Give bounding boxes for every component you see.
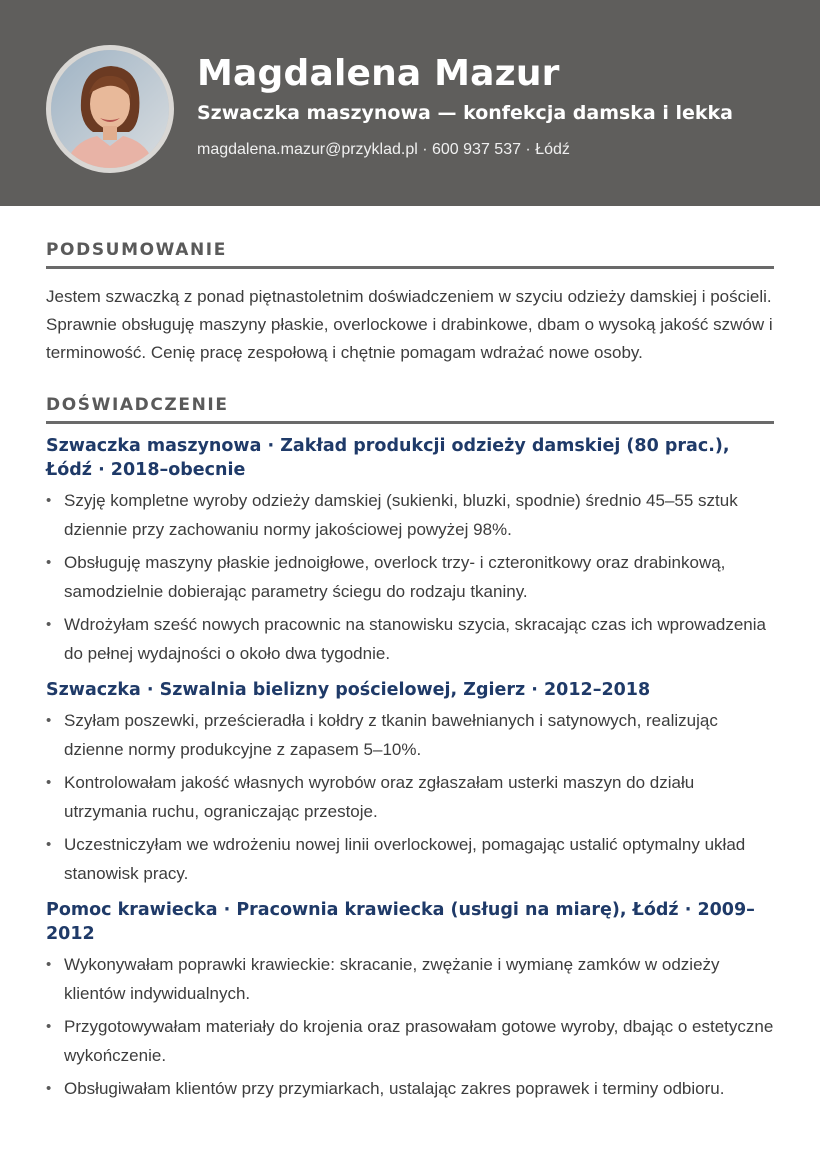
bullet-item: • Uczestniczyłam we wdrożeniu nowej linii overlockowej, pomagając ustalić optymalny układ stanowisk pracy. — [46, 830, 774, 888]
summary-title: PODSUMOWANIE — [46, 240, 774, 269]
job-entry — [46, 678, 774, 888]
job-entry — [46, 898, 774, 1103]
experience-title: DOŚWIADCZENIE — [46, 395, 774, 424]
resume-content — [46, 240, 774, 1107]
bullet-item: • Obsługiwałam klientów przy przymiarkach, ustalając zakres poprawek i terminy odbioru. — [46, 1074, 774, 1103]
job-entry — [46, 434, 774, 668]
profile-photo — [46, 45, 174, 173]
resume-header — [0, 0, 820, 206]
job-title: Szwaczka · Szwalnia bielizny pościelowej, Zgierz · 2012–2018 — [46, 680, 651, 700]
bullet-item: • Obsługuję maszyny płaskie jednoigłowe, overlock trzy- i czteronitkowy oraz drabinkową, samodzielnie dobierając parametry ściegu do rodzaju tkaniny. — [46, 548, 774, 606]
bullet-item: • Wykonywałam poprawki krawieckie: skracanie, zwężanie i wymianę zamków w odzieży klientów indywidualnych. — [46, 950, 774, 1008]
job-bullets — [46, 486, 774, 668]
bullet-item: • Przygotowywałam materiały do krojenia oraz prasowałam gotowe wyroby, dbając o estetyczne wykończenie. — [46, 1012, 774, 1070]
profile-photo-illustration — [51, 50, 169, 168]
person-name: Magdalena Mazur — [197, 53, 560, 94]
experience-section — [46, 395, 774, 1103]
job-bullets — [46, 950, 774, 1103]
contact-info: magdalena.mazur@przyklad.pl · 600 937 537 · Łódź — [197, 141, 570, 158]
summary-section — [46, 240, 774, 367]
job-title: Szwaczka maszynowa · Zakład produkcji odzieży damskiej (80 prac.), Łódź · 2018–obecnie — [46, 436, 730, 480]
header-text — [197, 52, 733, 160]
bullet-item: • Kontrolowałam jakość własnych wyrobów oraz zgłaszałam usterki maszyn do działu utrzymania ruchu, ograniczając przestoje. — [46, 768, 774, 826]
bullet-item: • Szyłam poszewki, prześcieradła i kołdry z tkanin bawełnianych i satynowych, realizując dzienne normy produkcyjne z zapasem 5–10%. — [46, 706, 774, 764]
bullet-item: • Szyję kompletne wyroby odzieży damskiej (sukienki, bluzki, spodnie) średnio 45–55 sztuk dziennie przy zachowaniu normy jakościowej powyżej 98%. — [46, 486, 774, 544]
bullet-item: • Wdrożyłam sześć nowych pracownic na stanowisku szycia, skracając czas ich wprowadzenia do pełnej wydajności o około dwa tygodnie. — [46, 610, 774, 668]
job-role: Szwaczka maszynowa — konfekcja damska i lekka — [197, 102, 733, 124]
job-title: Pomoc krawiecka · Pracownia krawiecka (usługi na miarę), Łódź · 2009–2012 — [46, 900, 755, 944]
summary-text: Jestem szwaczką z ponad piętnastoletnim doświadczeniem w szyciu odzieży damskiej i pościeli. Sprawnie obsługuję maszyny płaskie, overlockowe i drabinkowe, dbam o wysoką jakość szwów i terminowość. Cenię pracę zespołową i chętnie pomagam wdrażać nowe osoby. — [46, 287, 773, 362]
job-bullets — [46, 706, 774, 888]
